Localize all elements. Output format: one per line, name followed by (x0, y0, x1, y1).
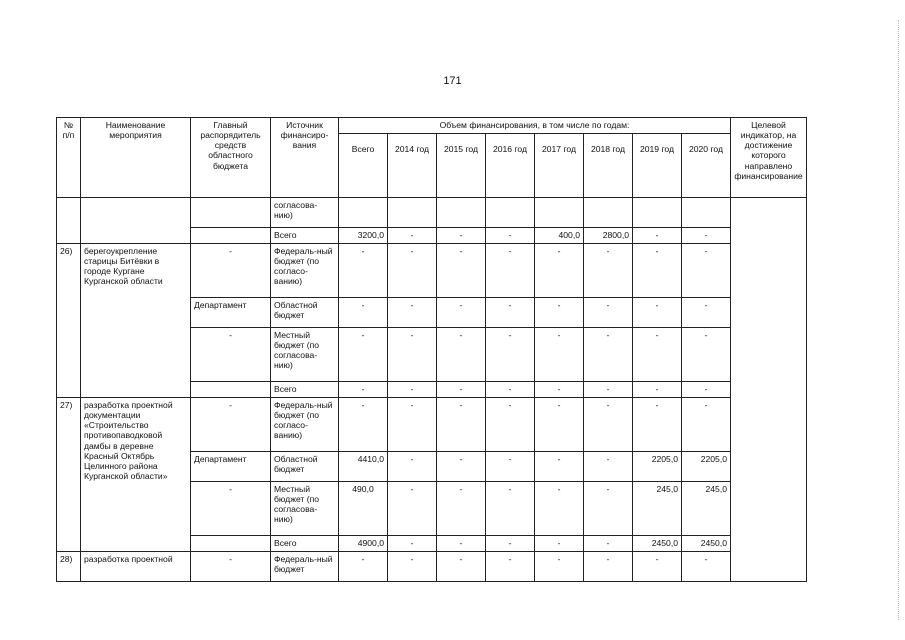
value-cell: - (388, 552, 437, 582)
value-cell: - (633, 382, 682, 398)
cont-total-value: 400,0 (535, 228, 584, 244)
admin-cell: Департамент (191, 452, 271, 482)
value-cell: - (584, 328, 633, 382)
cont-value (388, 198, 437, 228)
admin-cell (191, 382, 271, 398)
value-cell: - (584, 244, 633, 298)
cont-value (682, 198, 731, 228)
item-number: 27) (57, 398, 81, 552)
value-cell: - (535, 382, 584, 398)
cont-admin-cell (191, 198, 271, 228)
value-cell: - (535, 536, 584, 552)
cont-total-value: - (486, 228, 535, 244)
value-cell: - (388, 452, 437, 482)
cont-num-cell (57, 198, 81, 244)
value-cell: - (486, 328, 535, 382)
value-cell: - (339, 328, 388, 382)
admin-cell: - (191, 328, 271, 382)
value-cell: - (437, 298, 486, 328)
value-cell: - (633, 398, 682, 452)
value-cell: - (535, 328, 584, 382)
item-number: 26) (57, 244, 81, 398)
value-cell: - (633, 328, 682, 382)
value-cell: - (584, 536, 633, 552)
value-cell: - (584, 382, 633, 398)
header-2015: 2015 год (437, 134, 486, 198)
value-cell: 4900,0 (339, 536, 388, 552)
header-2020: 2020 год (682, 134, 731, 198)
value-cell: - (535, 398, 584, 452)
value-cell: - (535, 452, 584, 482)
value-cell: 4410,0 (339, 452, 388, 482)
admin-cell: - (191, 482, 271, 536)
header-2017: 2017 год (535, 134, 584, 198)
value-cell: - (584, 552, 633, 582)
header-total: Всего (339, 134, 388, 198)
value-cell: - (584, 398, 633, 452)
source-cell: Местный бюджет (по согласова-нию) (271, 482, 339, 536)
value-cell: - (633, 298, 682, 328)
value-cell: 245,0 (682, 482, 731, 536)
cont-value (486, 198, 535, 228)
source-cell: Всего (271, 382, 339, 398)
value-cell: - (437, 452, 486, 482)
value-cell: - (437, 482, 486, 536)
item-name: разработка проектной (81, 552, 191, 582)
header-2016: 2016 год (486, 134, 535, 198)
value-cell: 2450,0 (633, 536, 682, 552)
value-cell: - (486, 382, 535, 398)
cont-name-cell (81, 198, 191, 244)
value-cell: - (486, 552, 535, 582)
page-number: 171 (443, 75, 462, 87)
value-cell: - (437, 398, 486, 452)
value-cell: - (682, 244, 731, 298)
value-cell: - (437, 552, 486, 582)
cont-value (535, 198, 584, 228)
financing-table (56, 117, 807, 582)
value-cell: - (486, 298, 535, 328)
scan-edge-marks (896, 20, 899, 620)
item-name: разработка проектной документации «Строительство противопаводковой дамбы в деревне Красный Октябрь Целинного района Курганской области» (81, 398, 191, 552)
cont-total-source: Всего (271, 228, 339, 244)
value-cell: - (535, 552, 584, 582)
value-cell: - (339, 398, 388, 452)
header-admin: Главный распорядитель средств областного бюджета (191, 118, 271, 198)
source-cell: Областной бюджет (271, 452, 339, 482)
cont-total-value: - (682, 228, 731, 244)
source-cell: Местный бюджет (по согласова-нию) (271, 328, 339, 382)
value-cell: - (682, 298, 731, 328)
value-cell: - (437, 382, 486, 398)
value-cell: - (388, 298, 437, 328)
value-cell: - (486, 536, 535, 552)
cont-total-value: - (437, 228, 486, 244)
admin-cell: Департамент (191, 298, 271, 328)
header-name: Наименование мероприятия (81, 118, 191, 198)
value-cell: - (388, 482, 437, 536)
target-indicator-cell (731, 198, 807, 582)
header-num: № п/п (57, 118, 81, 198)
cont-source: согласова-нию) (271, 198, 339, 228)
item-number: 28) (57, 552, 81, 582)
cont-total-admin (191, 228, 271, 244)
header-2019: 2019 год (633, 134, 682, 198)
value-cell: - (339, 244, 388, 298)
source-cell: Федераль-ный бюджет (по согласо-ванию) (271, 398, 339, 452)
source-cell: Всего (271, 536, 339, 552)
value-cell: - (437, 536, 486, 552)
value-cell: - (633, 552, 682, 582)
value-cell: - (682, 552, 731, 582)
cont-value (633, 198, 682, 228)
value-cell: 2205,0 (682, 452, 731, 482)
table-row (57, 552, 807, 582)
value-cell: - (584, 482, 633, 536)
source-cell: Федераль-ный бюджет (271, 552, 339, 582)
header-target: Целевой индикатор, на достижение которого направлено финансирование (731, 118, 807, 198)
value-cell: - (535, 244, 584, 298)
value-cell: - (486, 244, 535, 298)
source-cell: Федераль-ный бюджет (по согласо-ванию) (271, 244, 339, 298)
cont-total-value: 3200,0 (339, 228, 388, 244)
value-cell: - (486, 452, 535, 482)
admin-cell (191, 536, 271, 552)
source-cell: Областной бюджет (271, 298, 339, 328)
header-volume: Объем финансирования, в том числе по годам: (339, 118, 731, 134)
table-row (57, 198, 807, 228)
value-cell: - (682, 398, 731, 452)
value-cell: - (437, 244, 486, 298)
cont-total-value: - (633, 228, 682, 244)
item-name: берегоукрепление старицы Битёвки в городе Кургане Курганской области (81, 244, 191, 398)
cont-value (584, 198, 633, 228)
cont-total-value: 2800,0 (584, 228, 633, 244)
cont-total-value: - (388, 228, 437, 244)
value-cell: 2450,0 (682, 536, 731, 552)
value-cell: 245,0 (633, 482, 682, 536)
value-cell: - (486, 398, 535, 452)
value-cell: - (388, 536, 437, 552)
value-cell: - (584, 298, 633, 328)
cont-value (437, 198, 486, 228)
value-cell: - (339, 382, 388, 398)
value-cell: - (388, 382, 437, 398)
table-row (57, 244, 807, 298)
value-cell: - (339, 298, 388, 328)
value-cell: - (437, 328, 486, 382)
value-cell: - (535, 482, 584, 536)
value-cell: - (388, 328, 437, 382)
admin-cell: - (191, 244, 271, 298)
header-2014: 2014 год (388, 134, 437, 198)
header-source: Источник финансиро-вания (271, 118, 339, 198)
value-cell: - (633, 244, 682, 298)
value-cell: - (584, 452, 633, 482)
admin-cell: - (191, 398, 271, 452)
table-row (57, 398, 807, 452)
header-2018: 2018 год (584, 134, 633, 198)
value-cell: 490,0 (339, 482, 388, 536)
header-row (57, 118, 807, 134)
value-cell: - (486, 482, 535, 536)
value-cell: - (388, 398, 437, 452)
value-cell: - (682, 328, 731, 382)
value-cell: - (682, 382, 731, 398)
admin-cell: - (191, 552, 271, 582)
cont-value (339, 198, 388, 228)
value-cell: - (535, 298, 584, 328)
value-cell: - (388, 244, 437, 298)
value-cell: 2205,0 (633, 452, 682, 482)
value-cell: - (339, 552, 388, 582)
